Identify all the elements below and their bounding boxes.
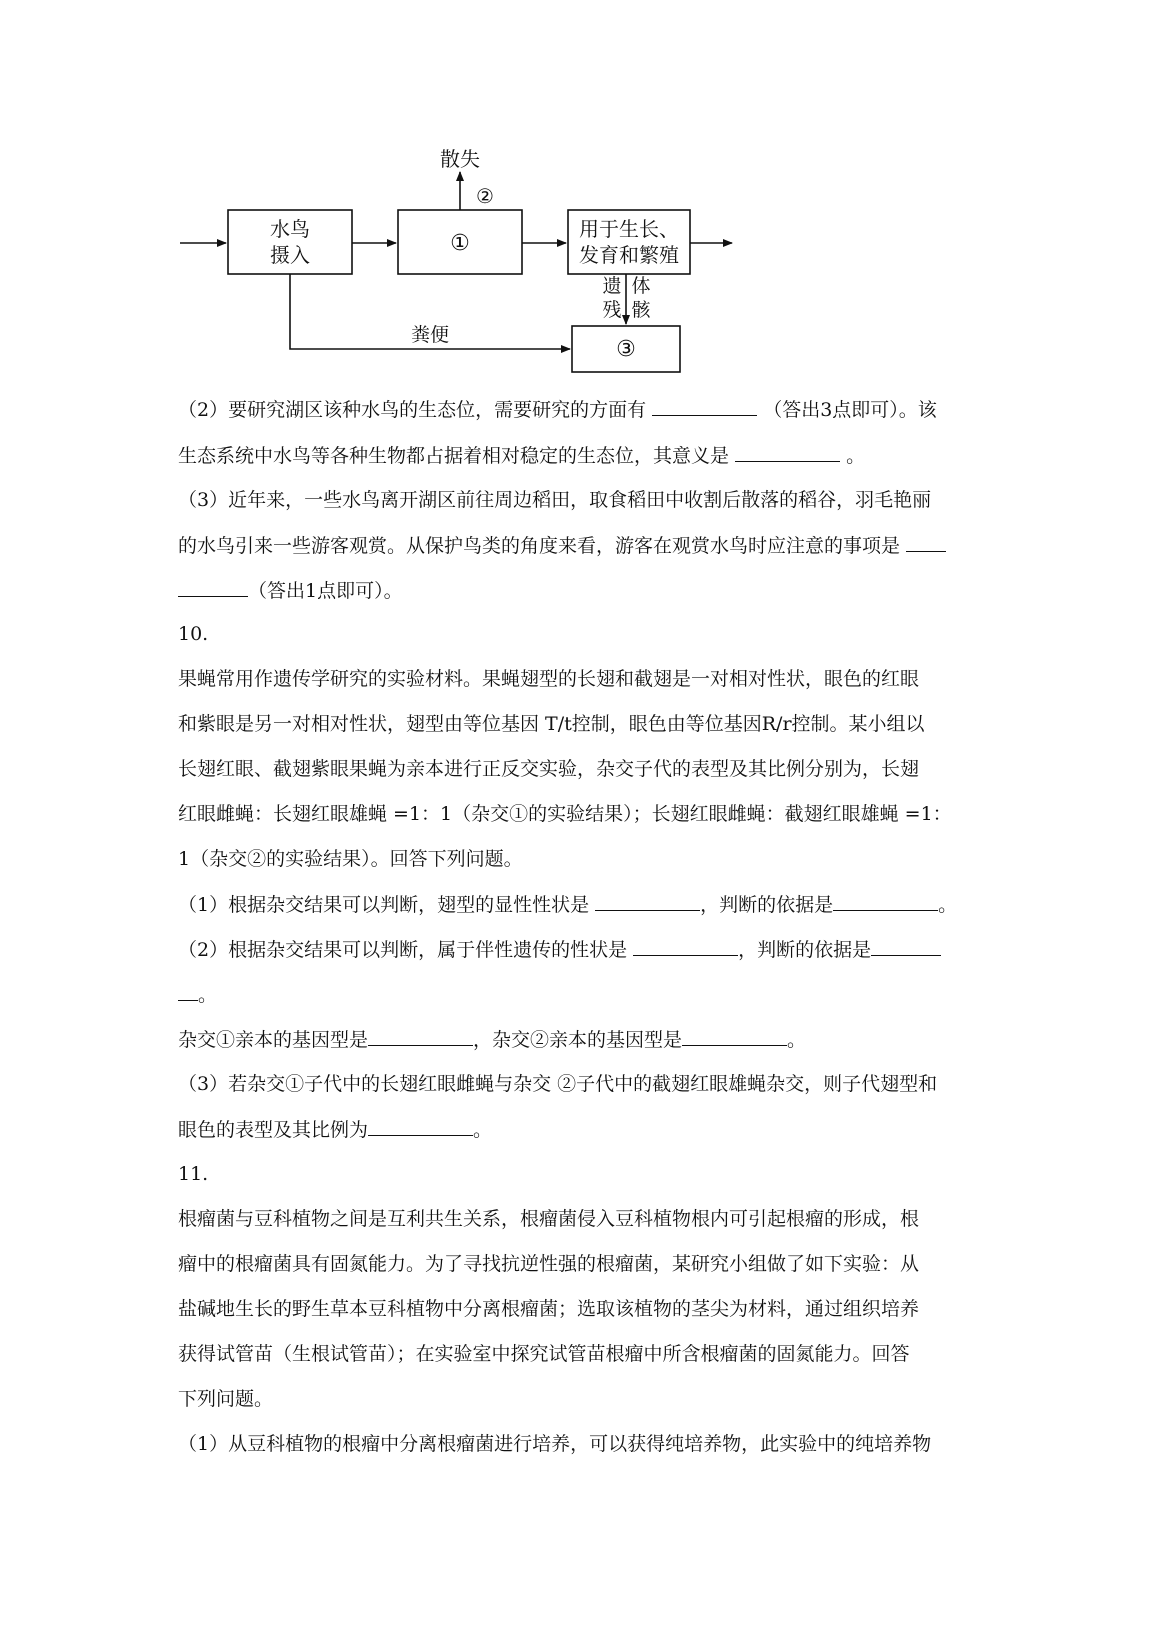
- text-line: 杂交①亲本的基因型是 ，杂交②亲本的基因型是 。: [178, 1029, 807, 1051]
- text-line: （答出1点即可）。: [178, 578, 403, 603]
- box-growth-line1: 用于生长、: [579, 217, 679, 241]
- text-line: （1）从豆科植物的根瘤中分离根瘤菌进行培养，可以获得纯培养物，此实验中的纯培养物: [178, 1433, 932, 1455]
- text-line: 。: [178, 982, 217, 1007]
- text-line: （1）根据杂交结果可以判断，翅型的显性性状是 ，判断的依据是 。: [178, 894, 958, 916]
- answer-blank[interactable]: [871, 937, 941, 956]
- answer-blank[interactable]: [368, 1117, 473, 1136]
- answer-blank[interactable]: [178, 578, 248, 597]
- answer-blank[interactable]: [833, 892, 938, 911]
- answer-blank[interactable]: [368, 1027, 473, 1046]
- question-number: 10.: [178, 623, 209, 645]
- label-remains-left-1: 遗: [602, 275, 622, 297]
- text-line: （2）要研究湖区该种水鸟的生态位，需要研究的方面有 （答出3点即可）。该: [178, 399, 937, 421]
- box-growth-line2: 发育和繁殖: [579, 243, 679, 267]
- text-line: （3）若杂交①子代中的长翅红眼雌蝇与杂交 ②子代中的截翅红眼雄蝇杂交，则子代翅型和: [178, 1073, 938, 1095]
- label-feces: 粪便: [410, 324, 450, 346]
- answer-blank[interactable]: [178, 982, 198, 1001]
- answer-blank[interactable]: [633, 937, 738, 956]
- text-line: 生态系统中水鸟等各种生物都占据着相对稳定的生态位，其意义是 。: [178, 445, 866, 467]
- text-line: 1（杂交②的实验结果）。回答下列问题。: [178, 848, 523, 870]
- label-lost: 散失: [440, 147, 480, 171]
- answer-blank[interactable]: [652, 397, 757, 416]
- text-line: 果蝇常用作遗传学研究的实验材料。果蝇翅型的长翅和截翅是一对相对性状，眼色的红眼: [178, 668, 920, 690]
- box-intake-line2: 摄入: [270, 243, 310, 267]
- answer-blank[interactable]: [735, 443, 840, 462]
- label-remains-right-1: 体: [631, 275, 651, 297]
- text-line: 长翅红眼、截翅紫眼果蝇为亲本进行正反交实验，杂交子代的表型及其比例分别为，长翅: [178, 758, 920, 780]
- text-line: 下列问题。: [178, 1388, 274, 1410]
- text-line: 瘤中的根瘤菌具有固氮能力。为了寻找抗逆性强的根瘤菌，某研究小组做了如下实验：从: [178, 1253, 920, 1275]
- text-line: 的水鸟引来一些游客观赏。从保护鸟类的角度来看，游客在观赏水鸟时应注意的事项是: [178, 533, 946, 558]
- box-intake-line1: 水鸟: [270, 217, 310, 241]
- answer-blank[interactable]: [595, 892, 700, 911]
- label-remains-right-2: 骸: [631, 299, 651, 321]
- text-line: （3）近年来，一些水鸟离开湖区前往周边稻田，取食稻田中收割后散落的稻谷，羽毛艳丽: [178, 489, 932, 511]
- answer-blank[interactable]: [682, 1027, 787, 1046]
- label-remains-left-2: 残: [602, 299, 622, 321]
- text-line: 眼色的表型及其比例为 。: [178, 1119, 493, 1141]
- box-3-label: ③: [616, 337, 636, 362]
- energy-flow-diagram: [0, 0, 1158, 390]
- text-line: 获得试管苗（生根试管苗）；在实验室中探究试管苗根瘤中所含根瘤菌的固氮能力。回答: [178, 1343, 910, 1365]
- text-line: 红眼雌蝇：长翅红眼雄蝇 =1：1（杂交①的实验结果）；长翅红眼雌蝇：截翅红眼雄蝇 =1：: [178, 803, 952, 825]
- text-line: 和紫眼是另一对相对性状，翅型由等位基因 T/t控制，眼色由等位基因R/r控制。某小组以: [178, 713, 925, 735]
- box-1-label: ①: [450, 231, 470, 256]
- question-number: 11.: [178, 1163, 209, 1185]
- label-2: ②: [476, 184, 494, 208]
- text-line: 盐碱地生长的野生草本豆科植物中分离根瘤菌；选取该植物的茎尖为材料，通过组织培养: [178, 1298, 920, 1320]
- text-line: （2）根据杂交结果可以判断，属于伴性遗传的性状是 ，判断的依据是: [178, 937, 941, 962]
- answer-blank[interactable]: [906, 533, 946, 552]
- text-line: 根瘤菌与豆科植物之间是互利共生关系，根瘤菌侵入豆科植物根内可引起根瘤的形成，根: [178, 1208, 920, 1230]
